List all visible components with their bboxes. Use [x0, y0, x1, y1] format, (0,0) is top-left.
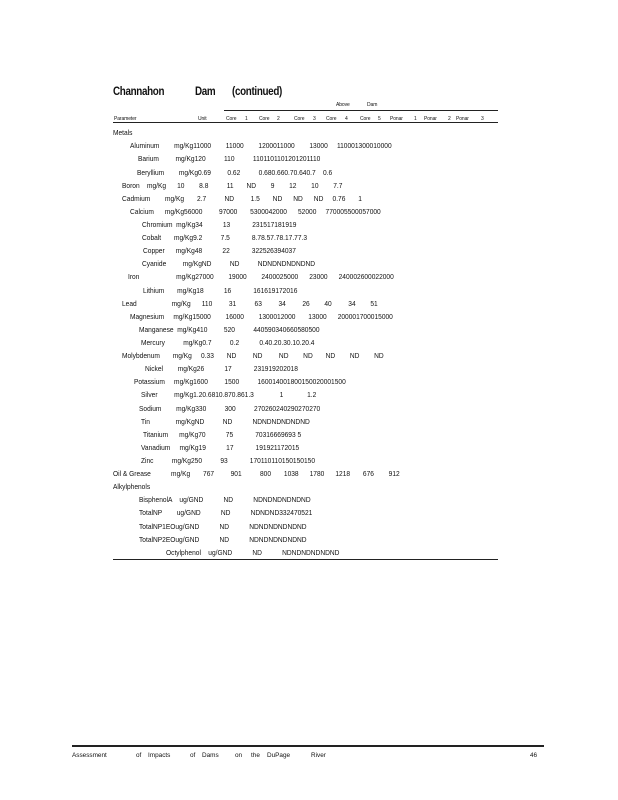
header-dam: Dam: [367, 102, 378, 108]
table-row: TotalNP1EOug/GND ND NDNDNDNDNDND: [139, 522, 307, 531]
table-row: Oil & Grease mg/Kg 767 901 800 1038 1780 1218 676 912: [113, 469, 400, 478]
header-col: Core: [360, 116, 371, 122]
table-row: Cyanide mg/KgND ND NDNDNDNDNDND: [142, 259, 316, 268]
table-row: Titanium mg/Kg70 75 70316669693 5: [143, 430, 302, 439]
footer-word: Dams: [202, 752, 219, 759]
footer-word: Impacts: [148, 752, 171, 759]
header-col: 1: [245, 116, 248, 122]
table-row: Iron mg/Kg27000 19000 2400025000 23000 240002600022000: [128, 272, 394, 281]
table-row: Metals: [113, 128, 133, 137]
header-col: 5: [378, 116, 381, 122]
header-col: 4: [345, 116, 348, 122]
table-row: Chromium mg/Kg34 13 231517181919: [142, 220, 297, 229]
table-row: Alkylphenols: [113, 482, 151, 491]
table-row: Mercury mg/Kg0.7 0.2 0.40.20.30.10.20.4: [141, 338, 315, 347]
header-col: Ponar: [456, 116, 469, 122]
footer-word: Assessment: [72, 752, 107, 759]
page-number: 46: [530, 752, 538, 759]
header-col: 1: [414, 116, 417, 122]
table-row: Octylphenol ug/GND ND NDNDNDNDNDND: [166, 548, 340, 557]
table-row: Magnesium mg/Kg15000 16000 1300012000 13000 200001700015000: [130, 312, 393, 321]
table-row: Nickel mg/Kg26 17 231919202018: [145, 364, 298, 373]
table-row: Calcium mg/Kg56000 97000 5300042000 52000 770005500057000: [130, 207, 381, 216]
footer-word: of: [190, 752, 196, 759]
header-parameter: Parameter: [114, 116, 137, 122]
title-structure: Dam: [195, 84, 216, 98]
table-row: BisphenolA ug/GND ND NDNDNDNDNDND: [139, 495, 311, 504]
header-col: Core: [226, 116, 237, 122]
header-unit: Unit: [198, 116, 207, 122]
header-col: Ponar: [424, 116, 437, 122]
header-col: 2: [448, 116, 451, 122]
table-row: TotalNP ug/GND ND NDNDND332470521: [139, 508, 313, 517]
table-row: Lithium mg/Kg18 16 161619172016: [143, 286, 298, 295]
header-col: 3: [313, 116, 316, 122]
table-row: Zinc mg/Kg250 93 170110110150150150: [141, 456, 315, 465]
table-row: Barium mg/Kg120 110 1101101101201201110: [138, 154, 321, 163]
footer-rule: [72, 745, 544, 747]
header-col: Core: [259, 116, 270, 122]
table-row: Silver mg/Kg1.20.6810.870.861.3 1 1.2: [141, 390, 317, 399]
table-row: Cobalt mg/Kg9.2 7.5 8.78.57.78.17.77.3: [142, 233, 308, 242]
above-dam-rule: [224, 110, 498, 111]
title-site: Channahon: [113, 84, 165, 98]
table-bottom-rule: [113, 559, 498, 560]
table-row: Potassium mg/Kg1600 1500 160014001800150020001500: [134, 377, 346, 386]
table-row: Molybdenum mg/Kg 0.33 ND ND ND ND ND ND ND: [122, 351, 384, 360]
table-row: TotalNP2EOug/GND ND NDNDNDNDNDND: [139, 535, 307, 544]
header-col: Core: [294, 116, 305, 122]
table-row: Cadmium mg/Kg 2.7 ND 1.5 ND ND ND 0.76 1: [122, 194, 362, 203]
footer-word: DuPage: [267, 752, 291, 759]
table-row: Aluminum mg/Kg11000 11000 1200011000 13000 110001300010000: [130, 141, 392, 150]
footer-word: River: [311, 752, 326, 759]
header-col: 3: [481, 116, 484, 122]
table-row: Boron mg/Kg 10 8.8 11 ND 9 12 10 7.7: [122, 181, 343, 190]
header-rule: [113, 122, 498, 123]
table-row: Lead mg/Kg 110 31 63 34 26 40 34 51: [122, 299, 378, 308]
header-above: Above: [336, 102, 350, 108]
footer-word: of: [136, 752, 142, 759]
header-col: Core: [326, 116, 337, 122]
footer-word: on: [235, 752, 243, 759]
table-row: Manganese mg/Kg410 520 440590340660580500: [139, 325, 320, 334]
table-row: Beryllium mg/Kg0.69 0.62 0.680.660.70.640.7 0.6: [137, 168, 333, 177]
header-col: Ponar: [390, 116, 403, 122]
header-col: 2: [277, 116, 280, 122]
title-note: (continued): [232, 84, 282, 98]
table-row: Tin mg/KgND ND NDNDNDNDNDND: [141, 417, 310, 426]
footer-word: the: [251, 752, 260, 759]
table-row: Sodium mg/Kg330 300 270260240290270270: [139, 404, 321, 413]
table-row: Copper mg/Kg48 22 322526394037: [143, 246, 296, 255]
table-row: Vanadium mg/Kg19 17 191921172015: [141, 443, 300, 452]
